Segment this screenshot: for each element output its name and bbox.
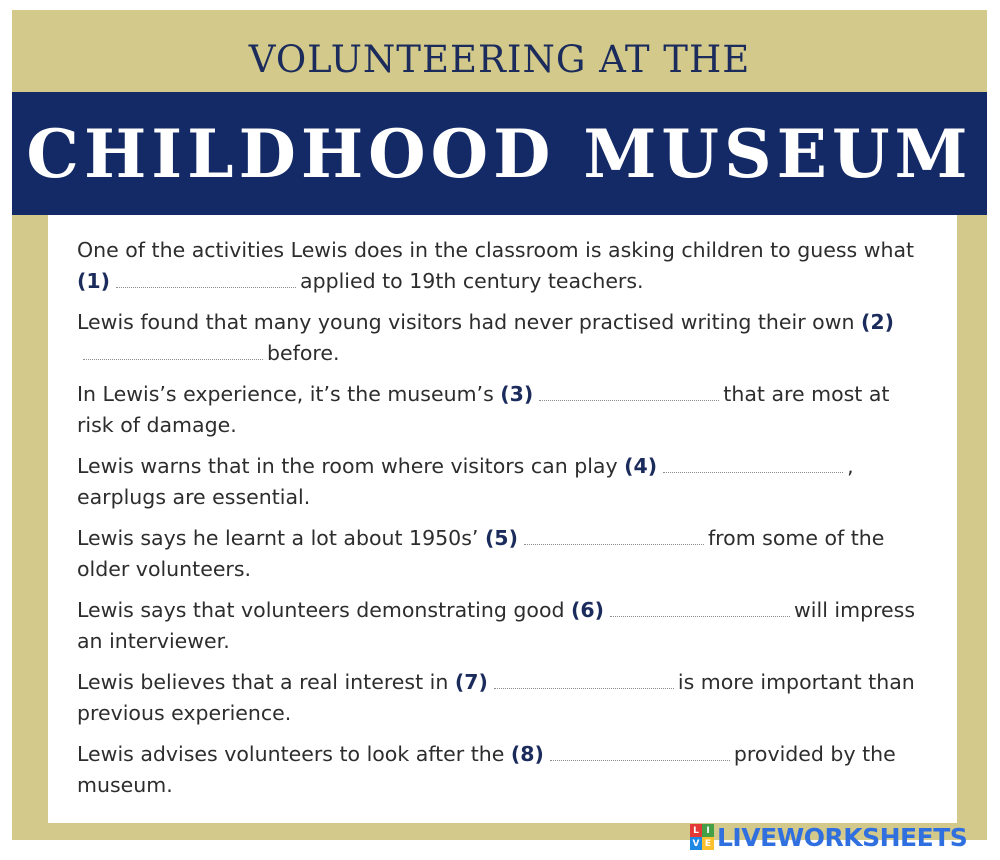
question-number: (1) <box>77 269 111 293</box>
question-text-before: In Lewis’s experience, it’s the museum’s <box>77 382 501 406</box>
question-number: (8) <box>510 742 544 766</box>
question-text-after: that are most at risk of damage. <box>77 382 890 437</box>
badge-letter: I <box>702 824 714 837</box>
question-number: (2) <box>860 310 894 334</box>
questions-panel <box>48 215 957 823</box>
question-item <box>77 523 927 585</box>
answer-blank[interactable] <box>83 339 263 360</box>
question-item <box>77 451 927 513</box>
question-number: (6) <box>571 598 605 622</box>
question-number: (4) <box>624 454 658 478</box>
badge-letter: E <box>702 837 714 850</box>
question-item <box>77 379 927 441</box>
question-list <box>77 235 927 811</box>
question-item <box>77 667 927 729</box>
question-text-after: before. <box>267 341 340 365</box>
question-item <box>77 235 927 297</box>
logo-text: LIVEWORKSHEETS <box>717 822 968 852</box>
answer-blank[interactable] <box>524 524 704 545</box>
question-number: (5) <box>484 526 518 550</box>
question-number: (3) <box>500 382 534 406</box>
question-text-after: will impress an interviewer. <box>77 598 916 653</box>
badge-letter: V <box>690 837 702 850</box>
question-text-before: Lewis warns that in the room where visitors can play <box>77 454 625 478</box>
question-text-before: Lewis believes that a real interest in <box>77 670 455 694</box>
question-text-before: Lewis says that volunteers demonstrating good <box>77 598 572 622</box>
question-text-after: is more important than previous experience. <box>77 670 915 725</box>
question-text-before: One of the activities Lewis does in the classroom is asking children to guess what <box>77 238 915 262</box>
question-text-after: , earplugs are essential. <box>77 454 854 509</box>
answer-blank[interactable] <box>539 380 719 401</box>
question-item <box>77 595 927 657</box>
title-top: VOLUNTEERING AT THE <box>248 38 751 81</box>
answer-blank[interactable] <box>610 596 790 617</box>
question-text-after: provided by the museum. <box>77 742 896 797</box>
question-item <box>77 307 927 369</box>
question-item <box>77 739 927 801</box>
liveworksheets-logo[interactable] <box>690 822 967 852</box>
title-banner <box>12 92 987 215</box>
answer-blank[interactable] <box>116 267 296 288</box>
answer-blank[interactable] <box>550 740 730 761</box>
page-title: CHILDHOOD MUSEUM <box>26 114 973 193</box>
question-text-after: from some of the older volunteers. <box>77 526 885 581</box>
question-number: (7) <box>454 670 488 694</box>
question-text-before: Lewis advises volunteers to look after the <box>77 742 511 766</box>
answer-blank[interactable] <box>663 452 843 473</box>
question-text-before: Lewis says he learnt a lot about 1950s’ <box>77 526 485 550</box>
badge-letter: L <box>690 824 702 837</box>
answer-blank[interactable] <box>494 668 674 689</box>
worksheet-frame <box>12 10 987 840</box>
live-badge-icon <box>690 824 714 850</box>
question-text-before: Lewis found that many young visitors had never practised writing their own <box>77 310 861 334</box>
question-text-after: applied to 19th century teachers. <box>300 269 644 293</box>
